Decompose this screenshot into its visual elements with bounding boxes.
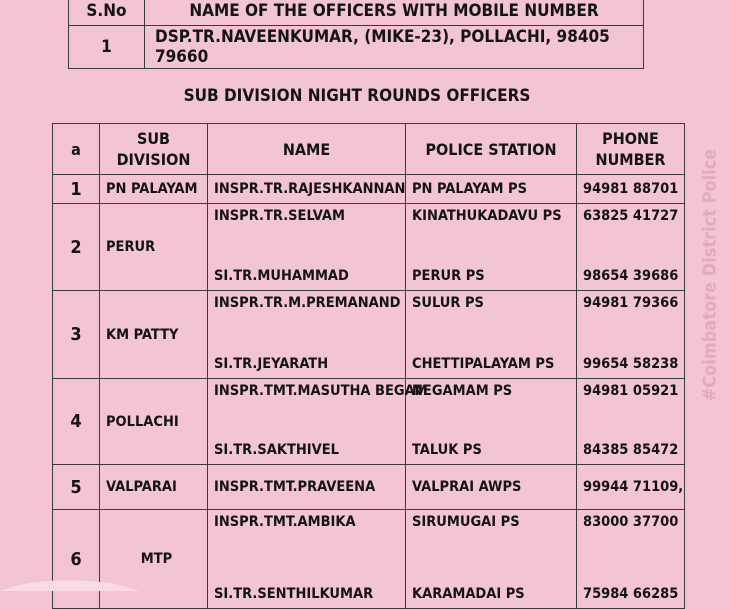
police-station-cell-line: SULUR PS (412, 295, 484, 311)
phone-number-cell-line: 94981 05921 (583, 383, 679, 399)
sub-division-cell: KM PATTY (100, 291, 208, 379)
decorative-wave (0, 575, 140, 591)
phone-header-line1: PHONE (602, 129, 659, 148)
dsp-table (68, 0, 644, 69)
police-station-cell (406, 175, 577, 204)
officer-name-cell-line: INSPR.TMT.MASUTHA BEGAM (214, 383, 428, 399)
dsp-table-row (69, 26, 644, 69)
row-number: 4 (53, 379, 100, 465)
officers-header: NAME OF THE OFFICERS WITH MOBILE NUMBER (145, 0, 644, 26)
dsp-sno: 1 (69, 26, 145, 69)
index-header: a (53, 124, 100, 175)
night-rounds-body (53, 175, 685, 609)
name-header: NAME (208, 124, 406, 175)
police-station-header: POLICE STATION (406, 124, 577, 175)
police-station-cell-line: PN PALAYAM PS (412, 181, 527, 197)
night-rounds-header (53, 124, 685, 175)
phone-number-cell-line: 94981 88701 (583, 181, 679, 197)
police-station-cell-line: PERUR PS (412, 268, 485, 284)
police-station-cell (406, 291, 577, 379)
table-row (53, 465, 685, 510)
phone-header (577, 124, 685, 175)
sub-division-cell: MTP (100, 510, 208, 609)
row-number: 2 (53, 204, 100, 291)
officer-name-cell (208, 291, 406, 379)
section-title: SUB DIVISION NIGHT ROUNDS OFFICERS (183, 86, 531, 106)
watermark-text: #Coimbatore District Police (699, 148, 721, 402)
row-number: 5 (53, 465, 100, 510)
officer-name-cell (208, 465, 406, 510)
row-number: 1 (53, 175, 100, 204)
table-row (53, 510, 685, 609)
table-row (53, 175, 685, 204)
police-station-cell-line: TALUK PS (412, 442, 482, 458)
phone-number-cell (577, 291, 685, 379)
phone-number-cell (577, 204, 685, 291)
phone-number-cell-line: 98654 39686 (583, 268, 679, 284)
phone-number-cell-line: 75984 66285 (583, 586, 679, 602)
phone-number-cell (577, 465, 685, 510)
sub-division-cell: VALPARAI (100, 465, 208, 510)
officer-name-cell (208, 175, 406, 204)
sub-division-cell: POLLACHI (100, 379, 208, 465)
phone-number-cell (577, 175, 685, 204)
officer-name-cell-line: INSPR.TR.M.PREMANAND (214, 295, 401, 311)
sub-division-header (100, 124, 208, 175)
sub-division-cell: PERUR (100, 204, 208, 291)
officer-name-cell-line: SI.TR.MUHAMMAD (214, 268, 349, 284)
officer-name-cell-line: SI.TR.JEYARATH (214, 356, 329, 372)
officer-name-cell (208, 379, 428, 465)
phone-number-cell-line: 84385 85472 (583, 442, 679, 458)
police-station-cell-line: CHETTIPALAYAM PS (412, 356, 555, 372)
officer-name-cell-line: INSPR.TR.RAJESHKANNAN (214, 181, 406, 197)
phone-number-cell (577, 510, 685, 609)
officer-name-cell-line: SI.TR.SENTHILKUMAR (214, 586, 374, 602)
police-station-cell-line: SIRUMUGAI PS (412, 514, 520, 530)
phone-number-cell (577, 379, 685, 465)
officer-name-cell-line: INSPR.TR.SELVAM (214, 208, 345, 224)
police-station-cell (406, 379, 577, 465)
phone-number-cell-line: 99944 71109, (583, 479, 684, 495)
police-station-cell-line: KINATHUKADAVU PS (412, 208, 562, 224)
police-station-cell-line: VALPRAI AWPS (412, 479, 522, 495)
officer-name-cell-line: INSPR.TMT.PRAVEENA (214, 479, 376, 495)
sno-header: S.No (69, 0, 145, 26)
phone-number-cell-line: 63825 41727 (583, 208, 679, 224)
sub-division-header-line2: DIVISION (116, 150, 191, 169)
sub-division-header-line1: SUB (136, 129, 171, 148)
police-station-cell (406, 465, 577, 510)
police-station-cell (406, 204, 577, 291)
row-number: 6 (53, 510, 100, 609)
table-row (53, 379, 685, 465)
table-row (53, 291, 685, 379)
sub-division-cell: PN PALAYAM (100, 175, 208, 204)
phone-number-cell-line: 94981 79366 (583, 295, 679, 311)
phone-number-cell-line: 83000 37700 (583, 514, 679, 530)
officer-name-cell (208, 204, 406, 291)
night-rounds-table (52, 123, 685, 609)
officer-name-cell-line: SI.TR.SAKTHIVEL (214, 442, 339, 458)
dsp-table-header (69, 0, 644, 26)
police-station-cell-line: NEGAMAM PS (412, 383, 513, 399)
officer-name-cell-line: INSPR.TMT.AMBIKA (214, 514, 356, 530)
police-station-cell-line: KARAMADAI PS (412, 586, 525, 602)
row-number: 3 (53, 291, 100, 379)
police-station-cell (406, 510, 577, 609)
dsp-officer-details: DSP.TR.NAVEENKUMAR, (MIKE-23), POLLACHI, 98405 79660 (145, 26, 644, 69)
phone-number-cell-line: 99654 58238 (583, 356, 679, 372)
officer-name-cell (208, 510, 406, 609)
phone-header-line2: NUMBER (595, 150, 666, 169)
table-row (53, 204, 685, 291)
